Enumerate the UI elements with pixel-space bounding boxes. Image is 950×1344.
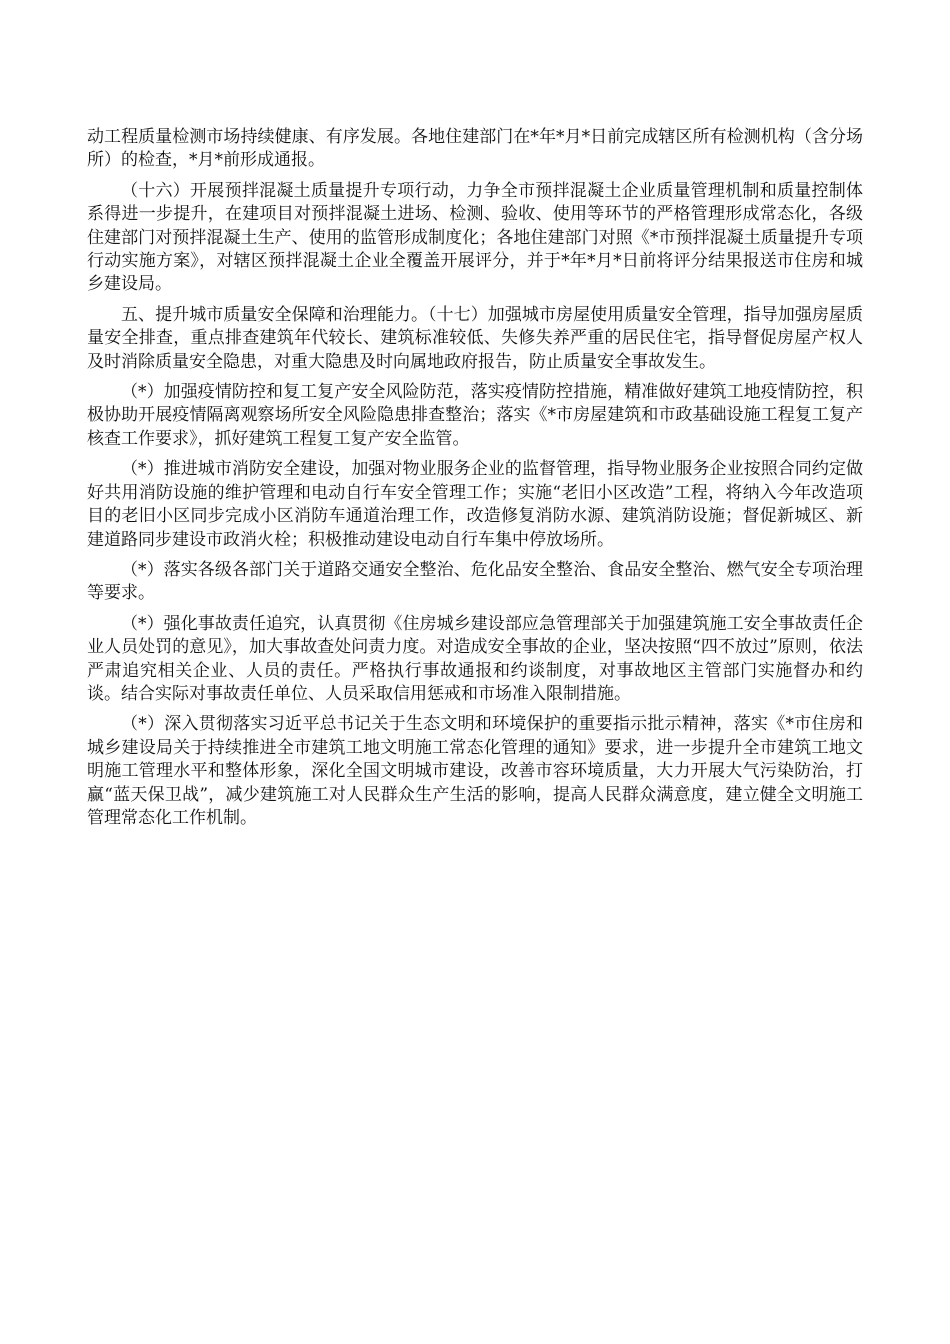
paragraph-accountability: （*）强化事故责任追究，认真贯彻《住房城乡建设部应急管理部关于加强建筑施工安全事故责任企业人员处罚的意见》，加大事故查处问责力度。对造成安全事故的企业，坚决按照“四不放过”原则，依法严肃追究相关企业、人员的责任。严格执行事故通报和约谈制度，对事故地区主管部门实施督办和约谈。结合实际对事故责任单位、人员采取信用惩戒和市场准入限制措施。 [87, 613, 863, 704]
paragraph-civilized-construction: （*）深入贯彻落实习近平总书记关于生态文明和环境保护的重要指示批示精神，落实《*市住房和城乡建设局关于持续推进全市建筑工地文明施工常态化管理的通知》要求，进一步提升全市建筑工地文明施工管理水平和整体形象，深化全国文明城市建设，改善市容环境质量，大力开展大气污染防治，打赢“蓝天保卫战”，减少建筑施工对人民群众生产生活的影响，提高人民群众满意度，建立健全文明施工管理常态化工作机制。 [87, 714, 863, 828]
paragraph-special-rectification: （*）落实各级各部门关于道路交通安全整治、危化品安全整治、食品安全整治、燃气安全专项治理等要求。 [87, 559, 863, 604]
paragraph-inspection-continuation: 动工程质量检测市场持续健康、有序发展。各地住建部门在*年*月*日前完成辖区所有检测机构（含分场所）的检查，*月*前形成通报。 [87, 127, 863, 171]
paragraph-epidemic-prevention: （*）加强疫情防控和复工复产安全风险防范，落实疫情防控措施，精准做好建筑工地疫情防控，积极协助开展疫情隔离观察场所安全风险隐患排查整治；落实《*市房屋建筑和市政基础设施工程复工复产核查工作要求》，抓好建筑工程复工复产安全监管。 [87, 382, 863, 449]
paragraph-urban-safety: 五、提升城市质量安全保障和治理能力。（十七）加强城市房屋使用质量安全管理，指导加强房屋质量安全排查，重点排查建筑年代较长、建筑标准较低、失修失养严重的居民住宅，指导督促房屋产权人及时消除质量安全隐患，对重大隐患及时向属地政府报告，防止质量安全事故发生。 [87, 304, 863, 372]
document-body [87, 126, 863, 837]
paragraph-fire-safety: （*）推进城市消防安全建设，加强对物业服务企业的监督管理，指导物业服务企业按照合同约定做好共用消防设施的维护管理和电动自行车安全管理工作；实施“老旧小区改造”工程，将纳入今年改造项目的老旧小区同步完成小区消防车通道治理工作，改造修复消防水源、建筑消防设施；督促新城区、新建道路同步建设市政消火栓；积极推动建设电动自行车集中停放场所。 [87, 459, 863, 550]
paragraph-concrete-quality: （十六）开展预拌混凝土质量提升专项行动，力争全市预拌混凝土企业质量管理机制和质量控制体系得进一步提升，在建项目对预拌混凝土进场、检测、验收、使用等环节的严格管理形成常态化，各级住建部门对预拌混凝土生产、使用的监管形成制度化；各地住建部门对照《*市预拌混凝土质量提升专项行动实施方案》，对辖区预拌混凝土企业全覆盖开展评分，并于*年*月*日前将评分结果报送市住房和城乡建设局。 [87, 180, 863, 295]
